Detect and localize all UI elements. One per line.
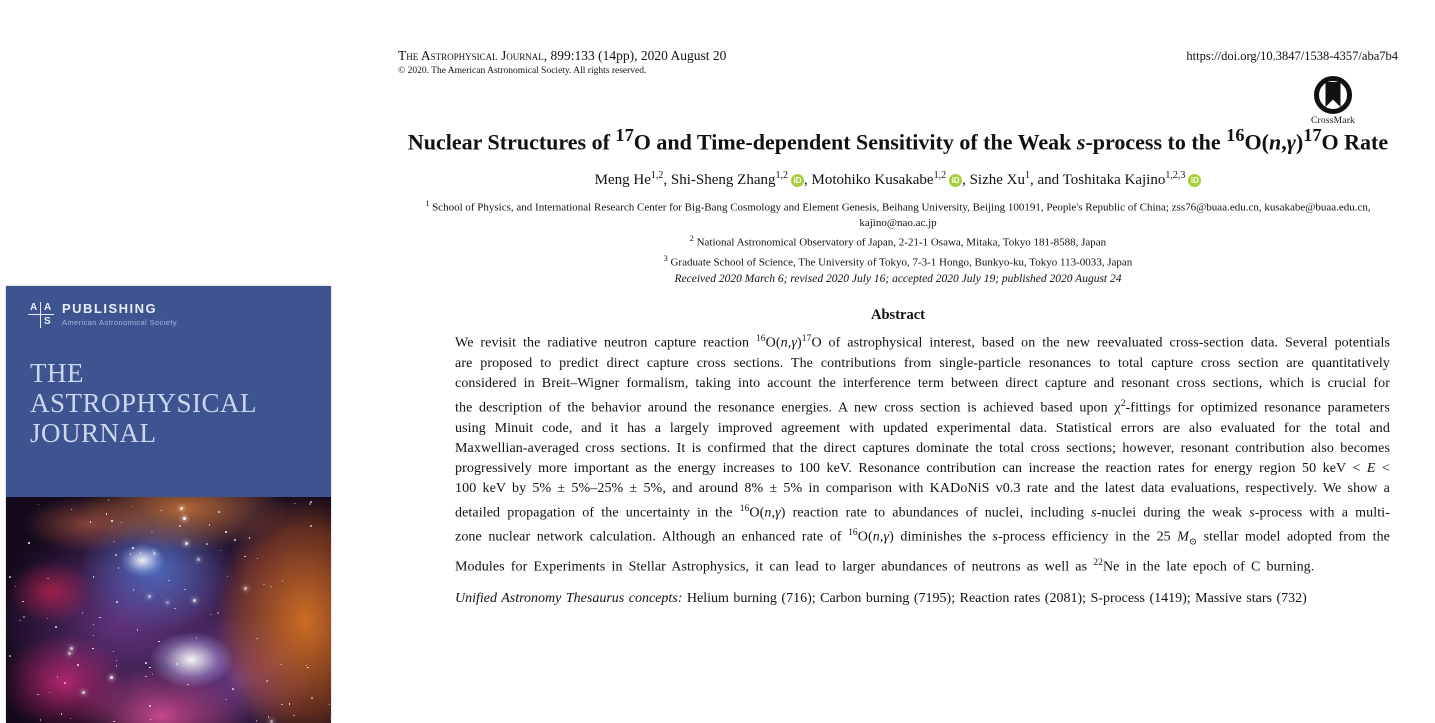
cover-header bbox=[6, 286, 331, 497]
orcid-icon[interactable]: iD bbox=[791, 174, 804, 187]
abstract-heading: Abstract bbox=[871, 307, 925, 324]
abstract-text: We revisit the radiative neutron capture reaction $^{16}O(n,\gamma)^{17}O$ of astrophysical interest, based on the new reevaluated cross-section data. Several potentials are proposed to predict direct capture cross sections. The contributions from single-particle resonances to total capture cross section are quantitatively considered in Breit–Wigner formalism, taking into account the interference term between direct capture and resonant cross sections, which is crucial for the description of the behavior around the resonance energies. A new cross section is achieved based upon $\chi^2$-fittings for optimized resonance parameters using Minuit code, and it has a largely improved agreement with updated experimental data. Statistical errors are also evaluated for the total and Maxwellian-averaged cross sections. It is confirmed that the direct captures dominate the total cross sections; however, resonant contribution also becomes progressively more important as the energy increases to 100 keV. Resonance contribution can increase the reaction rates for energy region 50 keV < E < 100 keV by 5% ± 5%–25% ± 5%, and around 8% ± 5% in comparison with KADoNiS v0.3 rate and the latest data evaluations, respectively. We show a detailed propagation of the uncertainty in the $^{16}$O(n,γ) reaction rate to abundances of nuclei, including s-nuclei during the weak s-process with a multi-zone nuclear network calculation. Although an enhanced rate of $^{16}$O(n,γ) diminishes the s-process efficiency in the 25 $M_⊙$ stellar model adopted from the Modules for Experiments in Stellar Astrophysics, it can lead to larger abundances of neutrons as well as $^{22}$Ne in the late epoch of C burning. bbox=[455, 334, 1391, 575]
cover-journal-title: THE ASTROPHYSICAL JOURNAL bbox=[30, 358, 258, 448]
orcid-icon[interactable]: iD bbox=[1188, 174, 1201, 187]
journal-reference bbox=[398, 48, 726, 76]
affiliation-list bbox=[398, 196, 1398, 270]
author-name: Sizhe Xu bbox=[969, 172, 1025, 189]
aas-publishing-label: PUBLISHING bbox=[62, 301, 158, 316]
thesaurus-concepts: Unified Astronomy Thesaurus concepts: Helium burning (716); Carbon burning (7195); Reaction rates (2081); S-process (1419); Massive stars (732) bbox=[455, 591, 1307, 607]
bookmark-icon bbox=[1326, 82, 1341, 107]
issue-info: , 899:133 (14pp), 2020 August 20 bbox=[543, 48, 727, 63]
crossmark-icon bbox=[1314, 76, 1352, 114]
author-name: Meng He bbox=[594, 172, 651, 189]
crossmark-label: CrossMark bbox=[1310, 116, 1356, 126]
aas-monogram-icon: A A S bbox=[28, 302, 54, 328]
paper-title: Nuclear Structures of $^{17}$O and Time-dependent Sensitivity of the Weak s-process to the $^{16}O(n,\gamma)^{17}O$ Rate bbox=[407, 125, 1389, 155]
author-name: Shi-Sheng Zhang bbox=[670, 172, 776, 189]
cover-nebula-image bbox=[6, 497, 331, 723]
author-name: Motohiko Kusakabe bbox=[811, 172, 934, 189]
crossmark-logo[interactable] bbox=[1303, 76, 1363, 126]
copyright-notice: © 2020. The American Astronomical Society. All rights reserved. bbox=[398, 66, 647, 76]
orcid-icon[interactable]: iD bbox=[949, 174, 962, 187]
article-page bbox=[398, 48, 1398, 609]
journal-cover bbox=[6, 286, 331, 723]
doi-link[interactable]: https://doi.org/10.3847/1538-4357/aba7b4 bbox=[1186, 49, 1398, 63]
aas-society-label: American Astronomical Society bbox=[62, 318, 177, 327]
author-list: Meng He$^{1,2}$, Shi-Sheng Zhang$^{1,2}$ iD , Motohiko Kusakabe$^{1,2}$ iD , Sizhe Xu$^1$, and Toshitaka Kajino$^{1,2,3}$ iD bbox=[398, 170, 1398, 189]
author-name: Toshitaka Kajino bbox=[1062, 172, 1166, 189]
affiliation: $^3$ Graduate School of Science, The University of Tokyo, 7-3-1 Hongo, Bunkyo-ku, Tokyo 113-0033, Japan bbox=[663, 253, 1133, 269]
received-dates: Received 2020 March 6; revised 2020 July 16; accepted 2020 July 19; published 2020 August 24 bbox=[674, 273, 1122, 286]
affiliation: $^1$ School of Physics, and International Research Center for Big-Bang Cosmology and Element Genesis, Beihang University, Beijing 100191, People's Republic of China; zss76@buaa.edu.cn, kusakabe@buaa.edu.cn, kajino@nao.ac.jp bbox=[425, 199, 1371, 229]
journal-name: The Astrophysical Journal bbox=[398, 48, 544, 63]
article-header bbox=[398, 48, 1398, 76]
aas-publishing-logo bbox=[28, 302, 177, 328]
affiliation: $^2$ National Astronomical Observatory of Japan, 2-21-1 Osawa, Mitaka, Tokyo 181-8588, Japan bbox=[689, 233, 1107, 249]
